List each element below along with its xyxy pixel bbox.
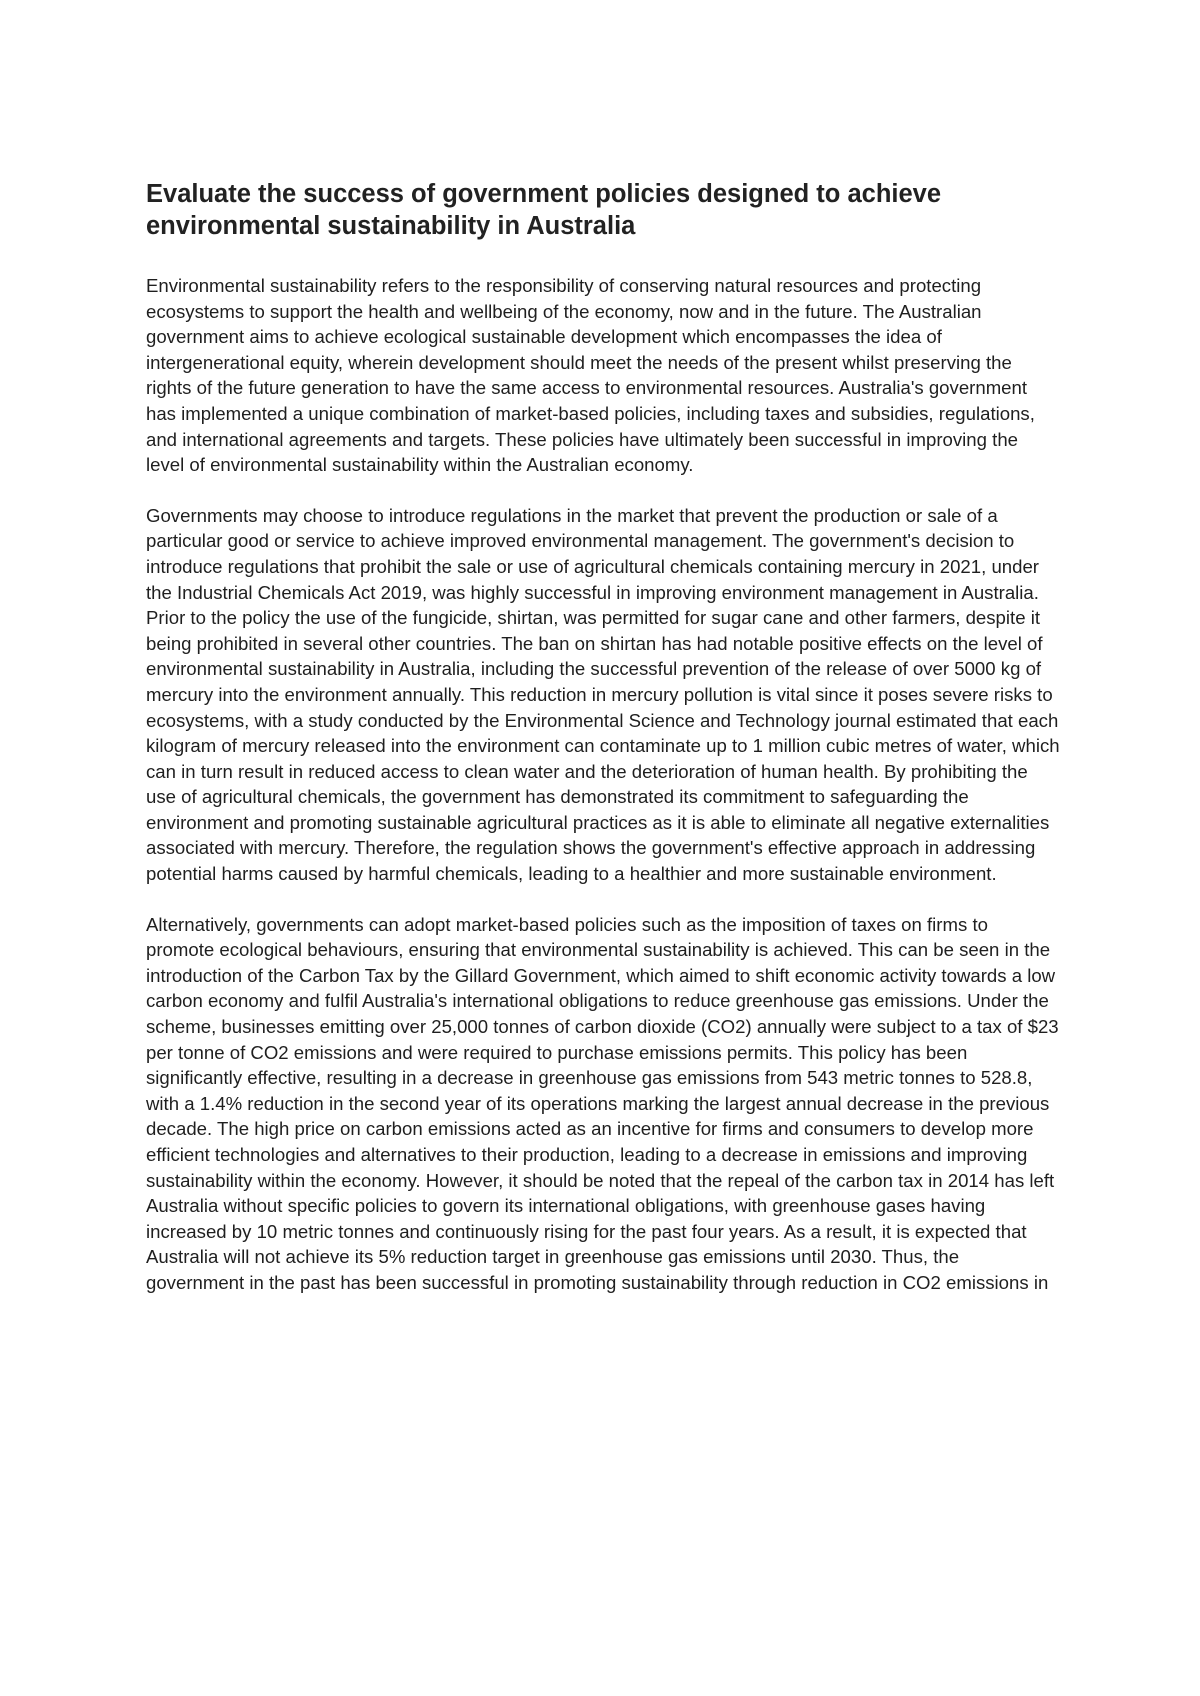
paragraph-regulations: Governments may choose to introduce regulations in the market that prevent the production or sale of a particular good or service to achieve improved environmental management. The government's decision to introduce regulations that prohibit the sale or use of agricultural chemicals containing mercury in 2021, under the Industrial Chemicals Act 2019, was highly successful in improving environment management in Australia. Prior to the policy the use of the fungicide, shirtan, was permitted for sugar cane and other farmers, despite it being prohibited in several other countries. The ban on shirtan has had notable positive effects on the level of environmental sustainability in Australia, including the successful prevention of the release of over 5000 kg of mercury into the environment annually. This reduction in mercury pollution is vital since it poses severe risks to ecosystems, with a study conducted by the Environmental Science and Technology journal estimated that each kilogram of mercury released into the environment can contaminate up to 1 million cubic metres of water, which can in turn result in reduced access to clean water and the deterioration of human health. By prohibiting the use of agricultural chemicals, the government has demonstrated its commitment to safeguarding the environment and promoting sustainable agricultural practices as it is able to eliminate all negative externalities associated with mercury. Therefore, the regulation shows the government's effective approach in addressing potential harms caused by harmful chemicals, leading to a healthier and more sustainable environment. <box>146 504 1060 885</box>
paragraph-market-based-policies: Alternatively, governments can adopt market-based policies such as the imposition of taxes on firms to promote ecological behaviours, ensuring that environmental sustainability is achieved. This can be seen in the introduction of the Carbon Tax by the Gillard Government, which aimed to shift economic activity towards a low carbon economy and fulfil Australia's international obligations to reduce greenhouse gas emissions. Under the scheme, businesses emitting over 25,000 tonnes of carbon dioxide (CO2) annually were subject to a tax of $23 per tonne of CO2 emissions and were required to purchase emissions permits. This policy has been significantly effective, resulting in a decrease in greenhouse gas emissions from 543 metric tonnes to 528.8, with a 1.4% reduction in the second year of its operations marking the largest annual decrease in the previous decade. The high price on carbon emissions acted as an incentive for firms and consumers to develop more efficient technologies and alternatives to their production, leading to a decrease in emissions and improving sustainability within the economy. However, it should be noted that the repeal of the carbon tax in 2014 has left Australia without specific policies to govern its international obligations, with greenhouse gases having increased by 10 metric tonnes and continuously rising for the past four years. As a result, it is expected that Australia will not achieve its 5% reduction target in greenhouse gas emissions until 2030. Thus, the government in the past has been successful in promoting sustainability through reduction in CO2 emissions in <box>146 913 1059 1293</box>
document-title: Evaluate the success of government policies designed to achieve environmental sustainability in Australia <box>146 180 942 240</box>
paragraph-intro: Environmental sustainability refers to the responsibility of conserving natural resources and protecting ecosystems to support the health and wellbeing of the economy, now and in the future. The Australian government aims to achieve ecological sustainable development which encompasses the idea of intergenerational equity, wherein development should meet the needs of the present whilst preserving the rights of the future generation to have the same access to environmental resources. Australia's government has implemented a unique combination of market-based policies, including taxes and subsidies, regulations, and international agreements and targets. These policies have ultimately been successful in improving the level of environmental sustainability within the Australian economy. <box>146 275 1035 476</box>
document-body <box>146 178 1061 1321</box>
